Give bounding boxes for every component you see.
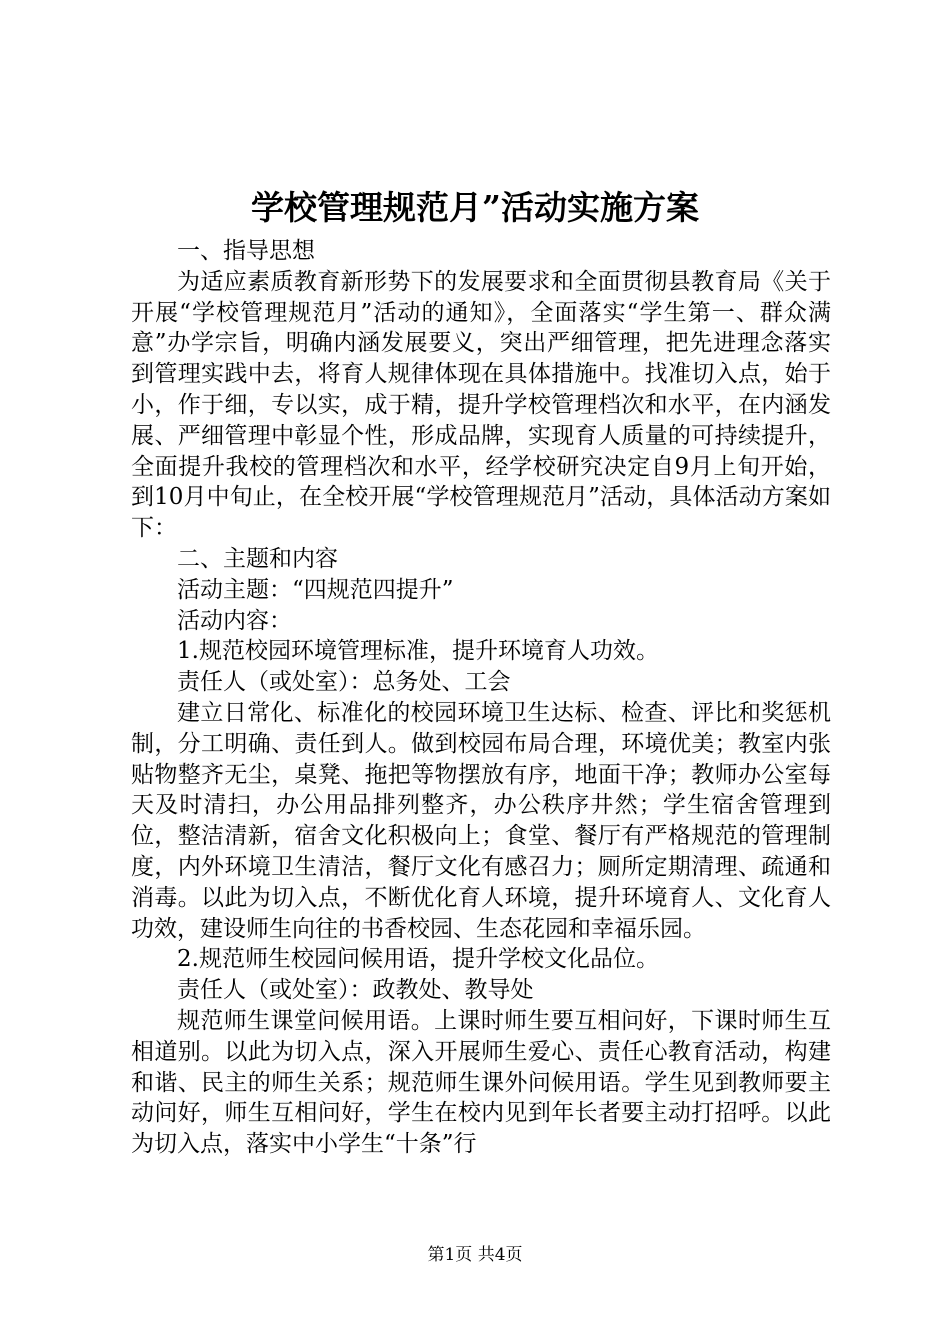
activity-theme: 活动主题：“四规范四提升” [177, 576, 454, 603]
item-1-heading: 1.规范校园环境管理标准，提升环境育人功效。 [177, 638, 659, 665]
item-2-heading: 2.规范师生校园问候用语，提升学校文化品位。 [177, 946, 659, 973]
item-1-body: 建立日常化、标准化的校园环境卫生达标、检查、评比和奖惩机制，分工明确、责任到人。做到校园布局合理，环境优美；教室内张贴物整齐无尘，桌凳、拖把等物摆放有序，地面干净；教师办公室每天及时清扫，办公用品排列整齐，办公秩序井然；学生宿舍管理到位，整洁清新，宿舍文化积极向上；食堂、餐厅有严格规范的管理制度，内外环境卫生清洁，餐厅文化有感召力；厕所定期清理、疏通和消毒。以此为切入点，不断优化育人环境，提升环境育人、文化育人功效，建设师生向往的书香校园、生态花园和幸福乐园。 [131, 699, 831, 942]
item-2-body: 规范师生课堂问候用语。上课时师生要互相问好，下课时师生互相道别。以此为切入点，深入开展师生爱心、责任心教育活动，构建和谐、民主的师生关系；规范师生课外问候用语。学生见到教师要主动问好，师生互相问好，学生在校内见到年长者要主动打招呼。以此为切入点，落实中小学生“十条”行 [131, 1007, 831, 1158]
item-2-responsible: 责任人（或处室）：政教处、教导处 [177, 977, 534, 1004]
page-number-footer: 第1页 共4页 [427, 1245, 523, 1265]
activity-content-label: 活动内容： [177, 607, 292, 634]
paragraph-guiding-ideology: 为适应素质教育新形势下的发展要求和全面贯彻县教育局《关于开展“学校管理规范月”活动的通知》，全面落实“学生第一、群众满意”办学宗旨，明确内涵发展要义，突出严细管理，把先进理念落实到管理实践中去，将育人规律体现在具体措施中。找准切入点，始于小，作于细，专以实，成于精，提升学校管理档次和水平，在内涵发展、严细管理中彰显个性，形成品牌，实现育人质量的可持续提升，全面提升我校的管理档次和水平，经学校研究决定自9月上旬开始，到10月中旬止，在全校开展“学校管理规范月”活动，具体活动方案如下： [131, 268, 831, 542]
item-1-responsible: 责任人（或处室）：总务处、工会 [177, 669, 511, 696]
document-title: 学校管理规范月”活动实施方案 [251, 188, 699, 227]
section-heading-guiding-ideology: 一、指导思想 [177, 238, 315, 264]
document-body [131, 236, 831, 1160]
section-heading-theme-content: 二、主题和内容 [177, 545, 338, 572]
